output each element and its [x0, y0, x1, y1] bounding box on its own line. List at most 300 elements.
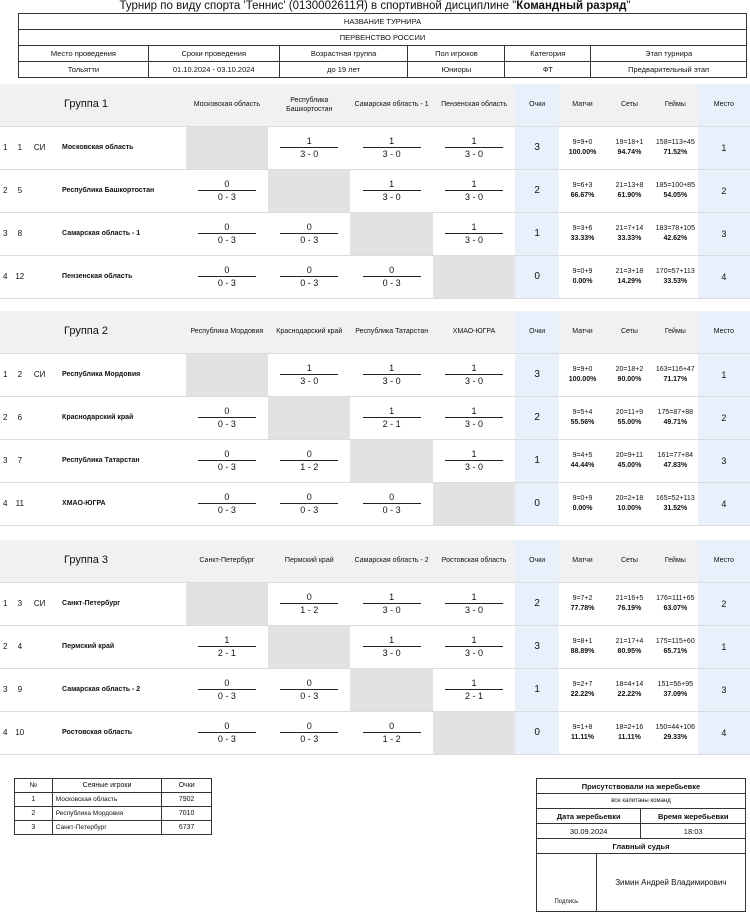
row-seed-number: 3	[10, 582, 29, 625]
matches-header: Матчи	[559, 311, 606, 353]
row-seed-number: 12	[10, 255, 29, 298]
seed-number: 1	[15, 793, 53, 807]
match-win-flag: 0	[280, 222, 338, 234]
table-row	[0, 396, 750, 439]
team-place: 1	[698, 353, 750, 396]
games-percent: 63.07%	[663, 604, 688, 612]
games-percent: 47.83%	[663, 461, 688, 469]
team-name: Пермский край	[50, 625, 186, 668]
group-name: Группа 1	[0, 84, 186, 126]
match-result	[363, 265, 421, 289]
place-header: Место	[698, 311, 750, 353]
match-win-flag: 1	[445, 592, 503, 604]
row-seed-tag	[29, 396, 50, 439]
table-row	[15, 821, 212, 835]
group-table	[0, 540, 750, 755]
match-result-cell	[350, 126, 432, 169]
row-position: 4	[0, 482, 10, 525]
sets-percent: 33.33%	[617, 234, 642, 242]
match-win-flag: 0	[280, 678, 338, 690]
matches-percent: 77.78%	[570, 604, 595, 612]
match-win-flag: 0	[363, 721, 421, 733]
match-score: 3 - 0	[465, 647, 484, 658]
match-result-cell	[186, 396, 268, 439]
team-games	[653, 439, 698, 482]
sets-ratio: 20=18+2	[615, 365, 644, 373]
sets-header: Сеты	[606, 84, 653, 126]
team-sets	[606, 169, 653, 212]
team-sets	[606, 396, 653, 439]
row-seed-number: 7	[10, 439, 29, 482]
match-score: 0 - 3	[217, 277, 236, 288]
team-points: 0	[515, 482, 559, 525]
table-row	[15, 793, 212, 807]
match-result-cell	[268, 126, 350, 169]
table-row	[15, 807, 212, 821]
match-result	[280, 678, 338, 702]
sets-percent: 14.29%	[617, 277, 642, 285]
self-match-cell	[186, 353, 268, 396]
team-name: Санкт-Петербург	[50, 582, 186, 625]
match-result	[280, 449, 338, 473]
games-percent: 71.17%	[663, 375, 688, 383]
games-percent: 49.71%	[663, 418, 688, 426]
team-points: 1	[515, 668, 559, 711]
match-result	[363, 492, 421, 516]
team-place: 3	[698, 212, 750, 255]
team-matches	[559, 582, 606, 625]
match-result	[363, 592, 421, 616]
sets-ratio: 18=2+16	[615, 723, 644, 731]
group-header-row	[0, 84, 750, 126]
match-score: 3 - 0	[465, 461, 484, 472]
match-result-cell	[268, 668, 350, 711]
match-score: 3 - 0	[382, 191, 401, 202]
team-points: 1	[515, 439, 559, 482]
match-result	[198, 721, 256, 745]
draw-present-value: все капитаны команд	[537, 794, 746, 809]
games-header: Геймы	[653, 540, 698, 582]
match-result	[198, 406, 256, 430]
match-win-flag: 0	[198, 721, 256, 733]
table-row	[0, 353, 750, 396]
team-matches	[559, 126, 606, 169]
opponent-header: Пензенская область	[433, 84, 515, 126]
team-points: 3	[515, 353, 559, 396]
draw-date-value: 30.09.2024	[537, 824, 641, 839]
opponent-header: ХМАО-ЮГРА	[433, 311, 515, 353]
team-games	[653, 582, 698, 625]
match-score: 3 - 0	[382, 148, 401, 159]
match-result-cell	[268, 711, 350, 754]
matches-percent: 11.11%	[571, 733, 594, 741]
sets-ratio: 21=3+18	[615, 267, 644, 275]
match-result-cell	[433, 126, 515, 169]
match-score: 0 - 3	[217, 461, 236, 472]
match-result	[445, 449, 503, 473]
match-score: 2 - 1	[382, 418, 401, 429]
row-position: 4	[0, 255, 10, 298]
table-row	[0, 169, 750, 212]
table-row	[0, 625, 750, 668]
row-seed-tag	[29, 212, 50, 255]
team-games	[653, 169, 698, 212]
match-result	[445, 136, 503, 160]
team-name: Республика Башкортостан	[50, 169, 186, 212]
match-score: 0 - 3	[217, 504, 236, 515]
team-games	[653, 255, 698, 298]
self-match-cell	[268, 396, 350, 439]
match-result-cell	[433, 582, 515, 625]
games-ratio: 161=77+84	[657, 451, 694, 459]
match-win-flag: 1	[363, 179, 421, 191]
sets-percent: 61.90%	[617, 191, 642, 199]
match-result-cell	[186, 439, 268, 482]
opponent-header: Самарская область - 2	[350, 540, 432, 582]
sets-percent: 11.11%	[617, 733, 641, 741]
match-result-cell	[186, 668, 268, 711]
matches-header: Матчи	[559, 84, 606, 126]
match-result	[445, 592, 503, 616]
row-seed-tag: СИ	[29, 582, 50, 625]
match-win-flag: 0	[363, 492, 421, 504]
row-position: 3	[0, 668, 10, 711]
match-score: 2 - 1	[217, 647, 236, 658]
sets-ratio: 20=9+11	[615, 451, 643, 459]
match-win-flag: 0	[280, 492, 338, 504]
match-result-cell	[186, 625, 268, 668]
row-seed-tag	[29, 668, 50, 711]
match-score: 1 - 2	[300, 461, 319, 472]
draw-info-table	[536, 778, 746, 912]
match-score: 3 - 0	[382, 375, 401, 386]
match-result-cell	[186, 169, 268, 212]
team-place: 4	[698, 482, 750, 525]
match-result-cell	[350, 711, 432, 754]
seed-number: 3	[15, 821, 53, 835]
sets-ratio: 21=17+4	[615, 637, 644, 645]
header-category: ФТ	[505, 62, 591, 78]
match-result	[198, 449, 256, 473]
matches-percent: 0.00%	[572, 277, 593, 285]
match-win-flag: 0	[363, 265, 421, 277]
opponent-header: Республика Мордовия	[186, 311, 268, 353]
match-result	[198, 492, 256, 516]
match-result-cell	[268, 439, 350, 482]
match-win-flag: 1	[198, 635, 256, 647]
match-result-cell	[268, 482, 350, 525]
games-ratio: 163=116+47	[655, 365, 695, 373]
games-header: Геймы	[653, 311, 698, 353]
team-games	[653, 126, 698, 169]
opponent-header: Республика Башкортостан	[268, 84, 350, 126]
match-win-flag: 1	[445, 222, 503, 234]
row-position: 2	[0, 169, 10, 212]
sets-percent: 45.00%	[617, 461, 642, 469]
match-result	[363, 635, 421, 659]
match-win-flag: 1	[445, 635, 503, 647]
team-name: Самарская область - 1	[50, 212, 186, 255]
team-name: Пензенская область	[50, 255, 186, 298]
match-result-cell	[350, 625, 432, 668]
team-games	[653, 711, 698, 754]
row-position: 1	[0, 582, 10, 625]
match-score: 0 - 3	[217, 733, 236, 744]
team-points: 2	[515, 169, 559, 212]
opponent-header: Пермский край	[268, 540, 350, 582]
table-row	[0, 482, 750, 525]
games-ratio: 165=52+113	[655, 494, 695, 502]
self-match-cell	[268, 169, 350, 212]
row-seed-tag	[29, 625, 50, 668]
chief-judge-name: Зимин Андрей Владимирович	[596, 854, 745, 912]
match-win-flag: 1	[363, 635, 421, 647]
team-name: Краснодарский край	[50, 396, 186, 439]
team-games	[653, 212, 698, 255]
match-result-cell	[350, 169, 432, 212]
match-win-flag: 0	[198, 265, 256, 277]
matches-header: Матчи	[559, 540, 606, 582]
sets-ratio: 21=7+14	[615, 224, 644, 232]
matches-ratio: 9=7+2	[572, 594, 593, 602]
seed-col-number: №	[15, 779, 53, 793]
table-row	[0, 582, 750, 625]
seed-team: Санкт-Петербург	[52, 821, 162, 835]
document-title: Турнир по виду спорта 'Теннис' (0130002611Я) в спортивной дисциплине "Командный разряд"	[119, 0, 631, 12]
opponent-header: Ростовская область	[433, 540, 515, 582]
team-games	[653, 668, 698, 711]
match-result	[445, 406, 503, 430]
group-table	[0, 84, 750, 299]
match-score: 3 - 0	[465, 375, 484, 386]
match-win-flag: 0	[280, 721, 338, 733]
match-result	[445, 222, 503, 246]
match-result-cell	[433, 212, 515, 255]
match-score: 0 - 3	[300, 733, 319, 744]
match-result-cell	[268, 255, 350, 298]
row-seed-number: 9	[10, 668, 29, 711]
team-sets	[606, 625, 653, 668]
match-win-flag: 1	[445, 449, 503, 461]
games-ratio: 176=111+65	[656, 594, 695, 602]
team-games	[653, 482, 698, 525]
matches-ratio: 9=9+0	[572, 365, 593, 373]
points-header: Очки	[515, 540, 559, 582]
row-position: 1	[0, 126, 10, 169]
match-result-cell	[186, 212, 268, 255]
header-stage: Предварительный этап	[591, 62, 747, 78]
table-row	[0, 255, 750, 298]
match-score: 3 - 0	[300, 375, 319, 386]
games-percent: 37.09%	[663, 690, 688, 698]
team-sets	[606, 126, 653, 169]
row-position: 4	[0, 711, 10, 754]
matches-ratio: 9=8+1	[572, 637, 593, 645]
match-score: 3 - 0	[465, 604, 484, 615]
match-result	[198, 678, 256, 702]
team-name: Республика Мордовия	[50, 353, 186, 396]
sets-header: Сеты	[606, 540, 653, 582]
table-row	[0, 212, 750, 255]
sets-percent: 94.74%	[617, 148, 642, 156]
match-result	[280, 265, 338, 289]
match-result-cell	[350, 353, 432, 396]
match-result	[280, 721, 338, 745]
group-name: Группа 2	[0, 311, 186, 353]
match-result	[363, 721, 421, 745]
seeded-players-table	[14, 778, 212, 835]
match-result	[445, 678, 503, 702]
match-win-flag: 1	[445, 136, 503, 148]
team-sets	[606, 668, 653, 711]
opponent-header: Санкт-Петербург	[186, 540, 268, 582]
team-sets	[606, 482, 653, 525]
games-ratio: 151=56+95	[657, 680, 694, 688]
group-table	[0, 311, 750, 526]
match-score: 1 - 2	[300, 604, 319, 615]
matches-ratio: 9=5+4	[572, 408, 593, 416]
row-position: 1	[0, 353, 10, 396]
match-result-cell	[350, 582, 432, 625]
team-games	[653, 396, 698, 439]
row-seed-number: 8	[10, 212, 29, 255]
team-matches	[559, 711, 606, 754]
self-match-cell	[433, 711, 515, 754]
match-win-flag: 0	[198, 492, 256, 504]
match-result-cell	[350, 482, 432, 525]
team-place: 4	[698, 711, 750, 754]
self-match-cell	[433, 482, 515, 525]
match-win-flag: 1	[280, 363, 338, 375]
sets-header: Сеты	[606, 311, 653, 353]
match-score: 2 - 1	[465, 690, 484, 701]
team-sets	[606, 255, 653, 298]
games-ratio: 170=57+113	[655, 267, 695, 275]
seed-team: Московская область	[52, 793, 162, 807]
match-result-cell	[433, 396, 515, 439]
self-match-cell	[350, 439, 432, 482]
match-score: 3 - 0	[382, 647, 401, 658]
matches-percent: 0.00%	[572, 504, 593, 512]
team-matches	[559, 625, 606, 668]
match-score: 3 - 0	[465, 418, 484, 429]
row-position: 3	[0, 212, 10, 255]
match-score: 0 - 3	[217, 191, 236, 202]
games-ratio: 185=100+85	[655, 181, 695, 189]
match-result	[445, 363, 503, 387]
team-sets	[606, 439, 653, 482]
matches-ratio: 9=2+7	[572, 680, 593, 688]
team-sets	[606, 212, 653, 255]
match-win-flag: 0	[280, 449, 338, 461]
matches-ratio: 9=9+0	[572, 138, 593, 146]
match-result-cell	[433, 439, 515, 482]
match-result-cell	[433, 169, 515, 212]
games-percent: 31.52%	[663, 504, 688, 512]
team-sets	[606, 582, 653, 625]
match-result	[280, 136, 338, 160]
points-header: Очки	[515, 311, 559, 353]
row-seed-number: 4	[10, 625, 29, 668]
match-win-flag: 0	[198, 678, 256, 690]
row-seed-number: 2	[10, 353, 29, 396]
self-match-cell	[186, 582, 268, 625]
row-seed-tag	[29, 169, 50, 212]
games-header: Геймы	[653, 84, 698, 126]
games-ratio: 183=78+105	[655, 224, 695, 232]
seed-team: Республика Мордовия	[52, 807, 162, 821]
row-seed-tag	[29, 711, 50, 754]
seed-number: 2	[15, 807, 53, 821]
table-row	[0, 126, 750, 169]
row-seed-number: 5	[10, 169, 29, 212]
place-header: Место	[698, 540, 750, 582]
match-score: 1 - 2	[382, 733, 401, 744]
match-win-flag: 1	[445, 363, 503, 375]
team-name: ХМАО-ЮГРА	[50, 482, 186, 525]
sets-ratio: 18=4+14	[615, 680, 644, 688]
points-header: Очки	[515, 84, 559, 126]
match-result	[198, 265, 256, 289]
header-col-age: Возрастная группа	[279, 46, 408, 62]
matches-percent: 22.22%	[570, 690, 595, 698]
row-seed-number: 10	[10, 711, 29, 754]
match-result	[363, 136, 421, 160]
match-score: 0 - 3	[217, 690, 236, 701]
match-result	[198, 222, 256, 246]
match-result-cell	[433, 625, 515, 668]
team-place: 1	[698, 126, 750, 169]
header-col-stage: Этап турнира	[591, 46, 747, 62]
match-score: 0 - 3	[300, 277, 319, 288]
team-matches	[559, 212, 606, 255]
match-win-flag: 1	[363, 136, 421, 148]
match-score: 3 - 0	[300, 148, 319, 159]
header-col-gender: Пол игроков	[408, 46, 505, 62]
matches-percent: 44.44%	[570, 461, 595, 469]
match-win-flag: 0	[198, 406, 256, 418]
header-dates: 01.10.2024 - 03.10.2024	[148, 62, 279, 78]
seed-col-points: Очки	[162, 779, 212, 793]
team-points: 1	[515, 212, 559, 255]
team-points: 0	[515, 711, 559, 754]
games-percent: 71.52%	[663, 148, 688, 156]
match-result	[280, 363, 338, 387]
table-row	[0, 439, 750, 482]
match-win-flag: 1	[280, 136, 338, 148]
row-seed-number: 1	[10, 126, 29, 169]
team-matches	[559, 396, 606, 439]
self-match-cell	[433, 255, 515, 298]
team-place: 2	[698, 169, 750, 212]
row-seed-tag	[29, 439, 50, 482]
table-row	[0, 668, 750, 711]
match-score: 3 - 0	[465, 234, 484, 245]
seed-points: 7010	[162, 807, 212, 821]
match-result-cell	[268, 212, 350, 255]
row-seed-number: 6	[10, 396, 29, 439]
match-result-cell	[433, 668, 515, 711]
matches-percent: 33.33%	[570, 234, 595, 242]
header-col-venue: Место проведения	[19, 46, 149, 62]
match-score: 0 - 3	[382, 504, 401, 515]
team-place: 3	[698, 439, 750, 482]
matches-ratio: 9=1+8	[572, 723, 593, 731]
team-points: 2	[515, 396, 559, 439]
place-header: Место	[698, 84, 750, 126]
row-position: 2	[0, 396, 10, 439]
opponent-header: Республика Татарстан	[350, 311, 432, 353]
